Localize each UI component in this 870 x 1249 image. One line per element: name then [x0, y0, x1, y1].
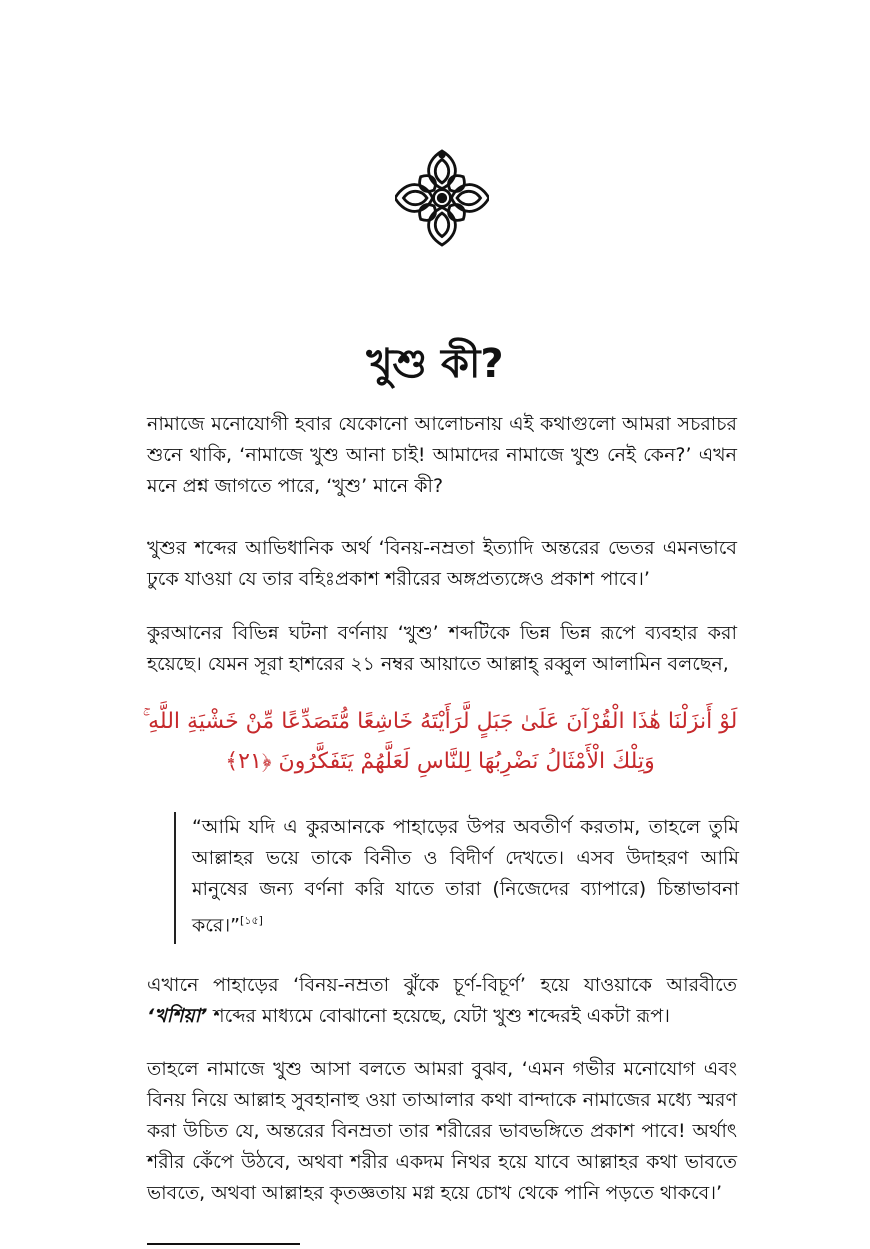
paragraph-intro: নামাজে মনোযোগী হবার যেকোনো আলোচনায় এই কথাগুলো আমরা সচরাচর শুনে থাকি, ‘নামাজে খুশু আনা চাই! আমাদের নামাজে খুশু নেই কেন?’ এখন মনে প্রশ্ন জাগতে পারে, ‘খুশু’ মানে কী?: [147, 413, 737, 497]
explanation-part-1: এখানে পাহাড়ের ‘বিনয়-নম্রতা ঝুঁকে চূর্ণ-বিচূর্ণ’ হয়ে যাওয়াকে আরবীতে: [147, 974, 737, 996]
quote-text: [192, 812, 739, 941]
paragraph-explanation: [147, 970, 737, 1032]
explanation-part-2: শব্দের মাধ্যমে বোঝানো হয়েছে, যেটা খুশু শব্দেরই একটা রূপ।: [207, 1005, 670, 1027]
paragraph-quran-usage: কুরআনের বিভিন্ন ঘটনা বর্ণনায় ‘খুশু’ শব্দটিকে ভিন্ন ভিন্ন রূপে ব্যবহার করা হয়েছে। যেমন সূরা হাশরের ২১ নম্বর আয়াতে আল্লাহ্ রব্বুল আলামিন বলছেন,: [147, 622, 737, 675]
paragraph-definition: খুশুর শব্দের আভিধানিক অর্থ ‘বিনয়-নম্রতা ইত্যাদি অন্তরের ভেতর এমনভাবে ঢুকে যাওয়া যে তার বহিঃপ্রকাশ শরীরের অঙ্গপ্রত্যঙ্গেও প্রকাশ পাবে।’: [147, 537, 737, 590]
floral-ornament-icon: [395, 148, 489, 248]
arabic-verse: لَوْ أَنزَلْنَا هَٰذَا الْقُرْآنَ عَلَىٰ جَبَلٍ لَّرَأَيْتَهُ خَاشِعًا مُّتَصَدِّعًا مِّنْ خَشْيَةِ اللَّهِ ۚ وَتِلْكَ الْأَمْثَالُ نَضْرِبُهَا لِلنَّاسِ لَعَلَّهُمْ يَتَفَكَّرُونَ ﴿٢١﴾: [142, 709, 738, 774]
keyword-khashiya: ‘খশিয়া’: [147, 1005, 208, 1027]
page-title: খুশু কী?: [366, 341, 504, 387]
footnote-divider: [147, 1243, 300, 1245]
translation-quote: [174, 812, 739, 944]
paragraph-conclusion: তাহলে নামাজে খুশু আসা বলতে আমরা বুঝব, ‘এমন গভীর মনোযোগ এবং বিনয় নিয়ে আল্লাহ সুবহানাহু ওয়া তাআলার কথা বান্দাকে নামাজের মধ্যে স্মরণ করা উচিত যে, অন্তরের বিনম্রতা তার শরীরের ভাবভঙ্গিতে প্রকাশ পাবে! অর্থাৎ শরীর কেঁপে উঠবে, অথবা শরীর একদম নিথর হয়ে যাবে আল্লাহর কথা ভাবতে ভাবতে, অথবা আল্লাহর কৃতজ্ঞতায় মগ্ন হয়ে চোখ থেকে পানি পড়তে থাকবে।’: [147, 1058, 737, 1204]
footnote-ref: [১৫]: [240, 914, 263, 927]
quote-body: “আমি যদি এ কুরআনকে পাহাড়ের উপর অবতীর্ণ করতাম, তাহলে তুমি আল্লাহর ভয়ে তাকে বিনীত ও বিদীর্ণ দেখতে। এসব উদাহরণ আমি মানুষের জন্য বর্ণনা করি যাতে তারা (নিজেদের ব্যাপারে) চিন্তাভাবনা করে।”: [192, 816, 739, 937]
